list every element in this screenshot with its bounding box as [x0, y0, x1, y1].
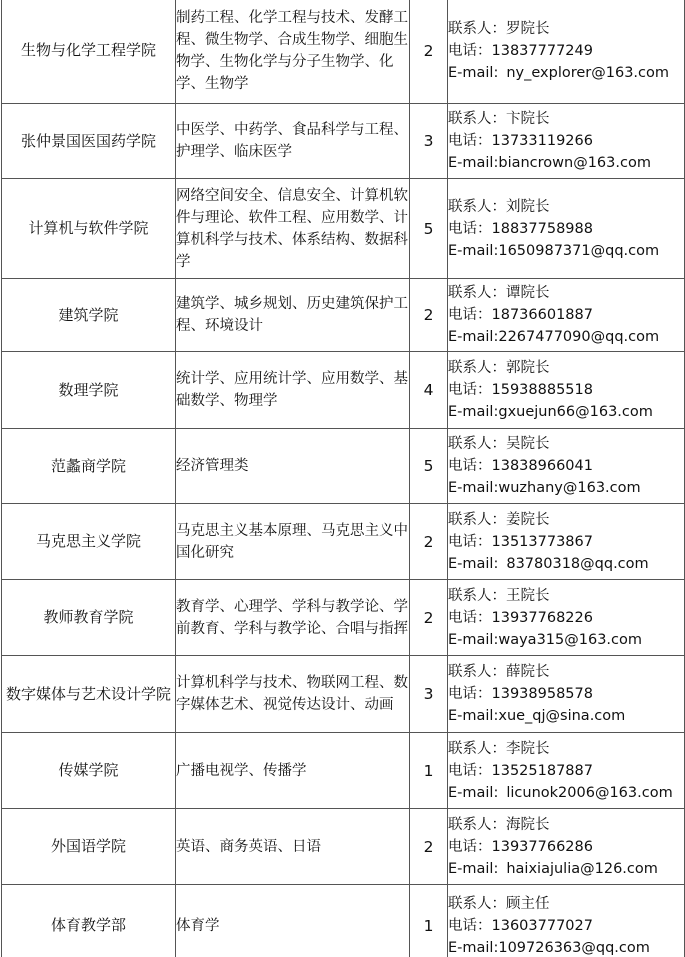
majors-cell: 建筑学、城乡规划、历史建筑保护工程、环境设计	[176, 279, 410, 352]
table-row	[2, 809, 685, 885]
contact-person: 联系人：谭院长	[448, 285, 550, 301]
contact-cell	[448, 733, 685, 809]
contact-person: 联系人：李院长	[448, 740, 550, 757]
contact-phone: 电话：13937766286	[448, 838, 593, 855]
position-count: 1	[410, 885, 448, 957]
majors-cell: 网络空间安全、信息安全、计算机软件与理论、软件工程、应用数学、计算机科学与技术、体系结构、数据科学	[176, 179, 410, 279]
contact-person: 联系人：王院长	[448, 587, 550, 604]
contact-phone: 电话：13937768226	[448, 609, 593, 626]
majors-cell: 广播电视学、传播学	[176, 733, 410, 809]
college-name: 体育教学部	[2, 885, 176, 957]
table-row	[2, 104, 685, 179]
college-name: 教师教育学院	[2, 580, 176, 656]
contact-person: 联系人：吴院长	[448, 436, 550, 452]
contact-person: 联系人：海院长	[448, 816, 550, 833]
email-label: E-mail:	[448, 784, 499, 801]
contact-email: waya315@163.com	[498, 631, 642, 648]
table-row	[2, 504, 685, 580]
majors-cell: 制药工程、化学工程与技术、发酵工程、微生物学、合成生物学、细胞生物学、生物化学与分子生物学、化学、生物学	[176, 0, 410, 104]
majors-cell: 计算机科学与技术、物联网工程、数字媒体艺术、视觉传达设计、动画	[176, 656, 410, 733]
contact-phone: 电话：18736601887	[448, 307, 593, 323]
table-row	[2, 656, 685, 733]
majors-cell: 中医学、中药学、食品科学与工程、护理学、临床医学	[176, 104, 410, 179]
college-name: 建筑学院	[2, 279, 176, 352]
contact-phone: 电话：13525187887	[448, 762, 593, 779]
contact-phone: 电话：13838966041	[448, 458, 593, 474]
college-name: 计算机与软件学院	[2, 179, 176, 279]
contact-phone: 电话：15938885518	[448, 382, 593, 398]
contact-email: 109726363@qq.com	[498, 939, 650, 956]
position-count: 4	[410, 352, 448, 429]
contact-email-line	[448, 401, 684, 423]
college-contact-table	[1, 0, 685, 957]
position-count: 2	[410, 279, 448, 352]
contact-email-line	[448, 62, 684, 84]
contact-email-line	[448, 240, 684, 262]
contact-email-line	[448, 326, 684, 348]
college-name: 传媒学院	[2, 733, 176, 809]
position-count: 5	[410, 429, 448, 504]
email-label: E-mail:	[448, 404, 499, 420]
contact-email: biancrown@163.com	[498, 155, 651, 171]
contact-person: 联系人：薛院长	[448, 664, 550, 680]
contact-cell	[448, 429, 685, 504]
position-count: 3	[410, 104, 448, 179]
email-label: E-mail:	[448, 939, 499, 956]
email-label: E-mail:	[448, 64, 499, 81]
table-row	[2, 429, 685, 504]
college-name: 张仲景国医国药学院	[2, 104, 176, 179]
contact-person: 联系人：顾主任	[448, 895, 550, 912]
position-count: 2	[410, 0, 448, 104]
position-count: 5	[410, 179, 448, 279]
contact-email: ny_explorer@163.com	[506, 64, 670, 81]
table-row	[2, 352, 685, 429]
position-count: 2	[410, 580, 448, 656]
majors-cell: 统计学、应用统计学、应用数学、基础数学、物理学	[176, 352, 410, 429]
contact-phone: 电话：13938958578	[448, 686, 593, 702]
college-name: 数理学院	[2, 352, 176, 429]
email-label: E-mail:	[448, 555, 499, 572]
contact-email-line	[448, 782, 684, 804]
majors-cell: 体育学	[176, 885, 410, 957]
email-label: E-mail:	[448, 480, 499, 496]
table-row	[2, 733, 685, 809]
table-row	[2, 279, 685, 352]
contact-email: 83780318@qq.com	[506, 555, 649, 572]
contact-cell	[448, 179, 685, 279]
table-row	[2, 580, 685, 656]
contact-cell	[448, 279, 685, 352]
contact-email: wuzhany@163.com	[498, 480, 641, 496]
email-label: E-mail:	[448, 242, 499, 259]
contact-email: 2267477090@qq.com	[498, 329, 660, 345]
majors-cell: 教育学、心理学、学科与教学论、学前教育、学科与教学论、合唱与指挥	[176, 580, 410, 656]
college-name: 外国语学院	[2, 809, 176, 885]
position-count: 2	[410, 809, 448, 885]
contact-phone: 电话：13733119266	[448, 133, 593, 149]
contact-cell	[448, 352, 685, 429]
contact-email: haixiajulia@126.com	[506, 860, 658, 877]
contact-person: 联系人：刘院长	[448, 198, 550, 215]
contact-cell	[448, 580, 685, 656]
position-count: 1	[410, 733, 448, 809]
email-label: E-mail:	[448, 329, 499, 345]
contact-email: gxuejun66@163.com	[498, 404, 653, 420]
majors-cell: 英语、商务英语、日语	[176, 809, 410, 885]
contact-person: 联系人：罗院长	[448, 20, 550, 37]
email-label: E-mail:	[448, 631, 499, 648]
contact-phone: 电话：13513773867	[448, 533, 593, 550]
contact-cell	[448, 656, 685, 733]
contact-email: 1650987371@qq.com	[498, 242, 660, 259]
contact-email-line	[448, 858, 684, 880]
table-row	[2, 179, 685, 279]
email-label: E-mail:	[448, 860, 499, 877]
contact-cell	[448, 0, 685, 104]
contact-cell	[448, 885, 685, 957]
contact-email: licunok2006@163.com	[506, 784, 673, 801]
contact-person: 联系人：郭院长	[448, 360, 550, 376]
contact-email-line	[448, 152, 684, 174]
contact-cell	[448, 104, 685, 179]
contact-email: xue_qj@sina.com	[498, 708, 626, 724]
email-label: E-mail:	[448, 155, 499, 171]
table-row	[2, 0, 685, 104]
contact-cell	[448, 504, 685, 580]
contact-phone: 电话：18837758988	[448, 220, 593, 237]
contact-email-line	[448, 937, 684, 957]
college-name: 生物与化学工程学院	[2, 0, 176, 104]
contact-phone: 电话：13837777249	[448, 42, 593, 59]
majors-cell: 马克思主义基本原理、马克思主义中国化研究	[176, 504, 410, 580]
position-count: 2	[410, 504, 448, 580]
contact-email-line	[448, 477, 684, 499]
college-name: 范蠡商学院	[2, 429, 176, 504]
contact-phone: 电话：13603777027	[448, 917, 593, 934]
contact-person: 联系人：卞院长	[448, 111, 550, 127]
table-row	[2, 885, 685, 957]
contact-email-line	[448, 629, 684, 651]
contact-email-line	[448, 705, 684, 727]
contact-cell	[448, 809, 685, 885]
contact-person: 联系人：姜院长	[448, 511, 550, 528]
college-name: 数字媒体与艺术设计学院	[2, 656, 176, 733]
majors-cell: 经济管理类	[176, 429, 410, 504]
position-count: 3	[410, 656, 448, 733]
college-name: 马克思主义学院	[2, 504, 176, 580]
contact-email-line	[448, 553, 684, 575]
email-label: E-mail:	[448, 708, 499, 724]
